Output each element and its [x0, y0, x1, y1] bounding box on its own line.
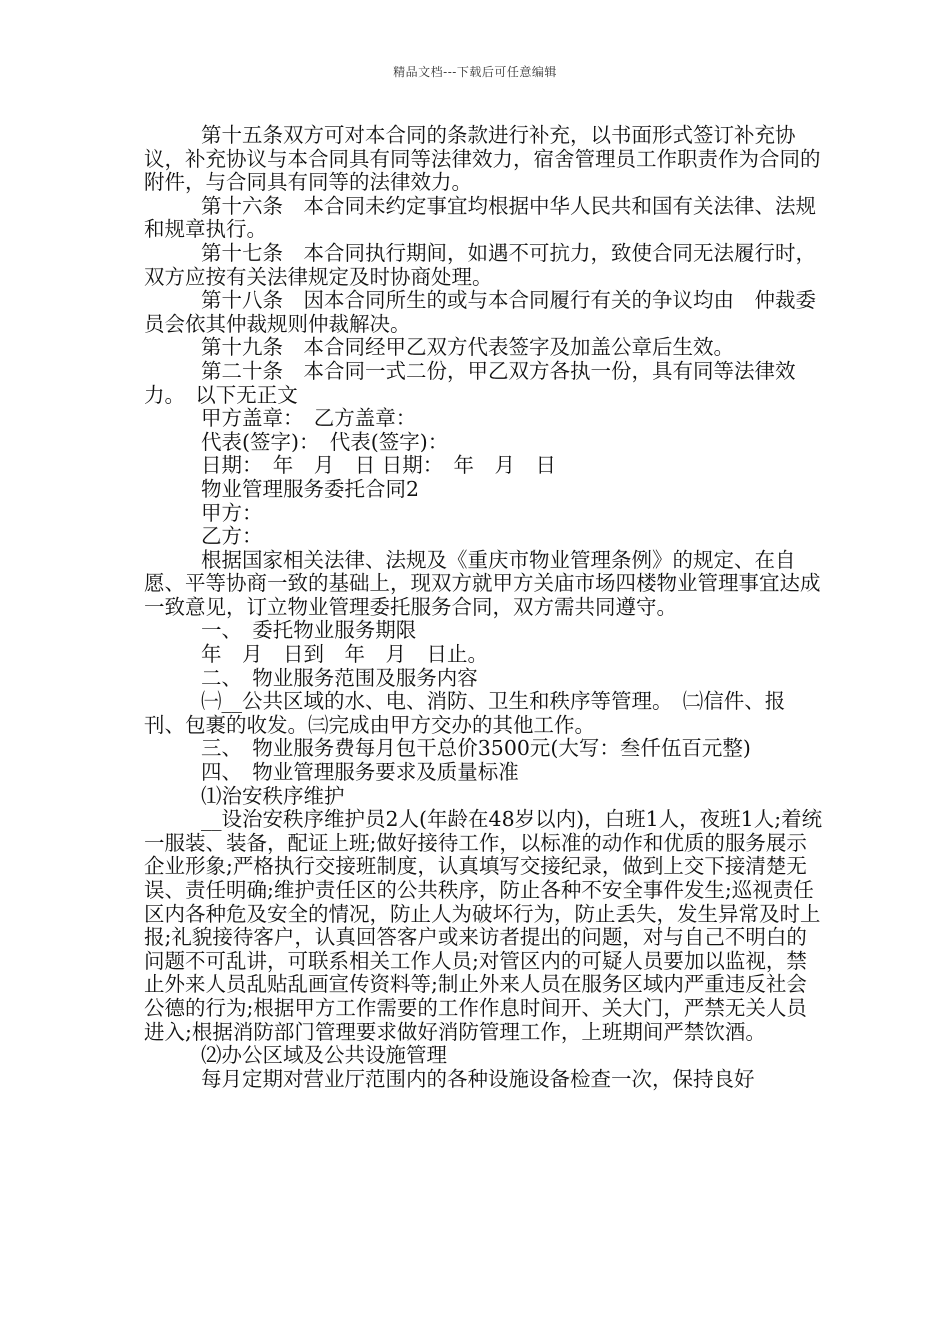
paragraph: 第十五条双方可对本合同的条款进行补充，以书面形式签订补充协议，补充协议与本合同具有同等法律效力，宿舍管理员工作职责作为合同的附件，与合同具有同等的法律效力。 [144, 123, 821, 195]
page-header: 精品文档---下载后可任意编辑 [393, 65, 557, 79]
paragraph: 第十七条 本合同执行期间，如遇不可抗力，致使合同无法履行时，双方应按有关法律规定及时协商处理。 [144, 240, 816, 289]
paragraph: 第十六条 本合同未约定事宜均根据中华人民共和国有关法律、法规和规章执行。 [144, 193, 816, 242]
party-b: 乙方： [201, 524, 263, 549]
section-heading: 一、 委托物业服务期限 [201, 618, 417, 643]
paragraph: __设治安秩序维护员2人(年龄在48岁以内)，白班1人，夜班1人;着统一服装、装备，配证上班;做好接待工作，以标准的动作和优质的服务展示企业形象;严格执行交接班制度，认真填写交接纪录，做到上交下接清楚无误、责任明确;维护责任区的公共秩序，防止各种不安全事件发生;巡视责任区内各种危及安全的情况，防止人为破坏行为，防止丢失，发生异常及时上报;礼貌接待客户，认真回答客户或来访者提出的问题，对与自己不明白的问题不可乱讲，可联系相关工作人员;对管区内的可疑人员要加以监视，禁止外来人员乱贴乱画宣传资料等;制止外来人员在服务区域内严重违反社会公德的行为;根据甲方工作需要的工作作息时间开、关大门，严禁无关人员进入;根据消防部门管理要求做好消防管理工作，上班期间严禁饮酒。 [144, 807, 823, 1044]
section-heading: 二、 物业服务范围及服务内容 [201, 665, 478, 690]
subsection-heading: ⑴治安秩序维护 [201, 783, 345, 808]
section-heading: 三、 物业服务费每月包干总价3500元(大写：叁仟伍百元整) [201, 736, 751, 761]
date-line: 日期： 年 月 日 日期： 年 月 日 [201, 453, 557, 478]
party-a: 甲方： [201, 500, 263, 525]
document-body [144, 124, 824, 1091]
paragraph: 第十九条 本合同经甲乙双方代表签字及加盖公章后生效。 [201, 335, 734, 360]
paragraph: 根据国家相关法律、法规及《重庆市物业管理条例》的规定、在自愿、平等协商一致的基础上，现双方就甲方关庙市场四楼物业管理事宜达成一致意见，订立物业管理委托服务合同，双方需共同遵守。 [144, 547, 821, 619]
paragraph: 第二十条 本合同一式二份，甲乙双方各执一份，具有同等法律效力。 以下无正文 [144, 358, 796, 407]
signature-line: 代表(签字)： 代表(签字)： [201, 429, 449, 454]
paragraph: ㈠__公共区域的水、电、消防、卫生和秩序等管理。 ㈡信件、报刊、包裹的收发。㈢完成由甲方交办的其他工作。 [144, 689, 786, 737]
signature-line: 甲方盖章： 乙方盖章： [201, 406, 417, 431]
paragraph: 第十八条 因本合同所生的或与本合同履行有关的争议均由 仲裁委员会依其仲裁规则仲裁解决。 [144, 288, 816, 336]
paragraph: 年 月 日到 年 月 日止。 [201, 642, 488, 667]
subsection-heading: ⑵办公区域及公共设施管理 [201, 1043, 447, 1068]
paragraph: 每月定期对营业厅范围内的各种设施设备检查一次，保持良好 [201, 1066, 755, 1091]
section-heading: 四、 物业管理服务要求及质量标准 [201, 760, 519, 785]
contract-title: 物业管理服务委托合同2 [201, 476, 420, 501]
